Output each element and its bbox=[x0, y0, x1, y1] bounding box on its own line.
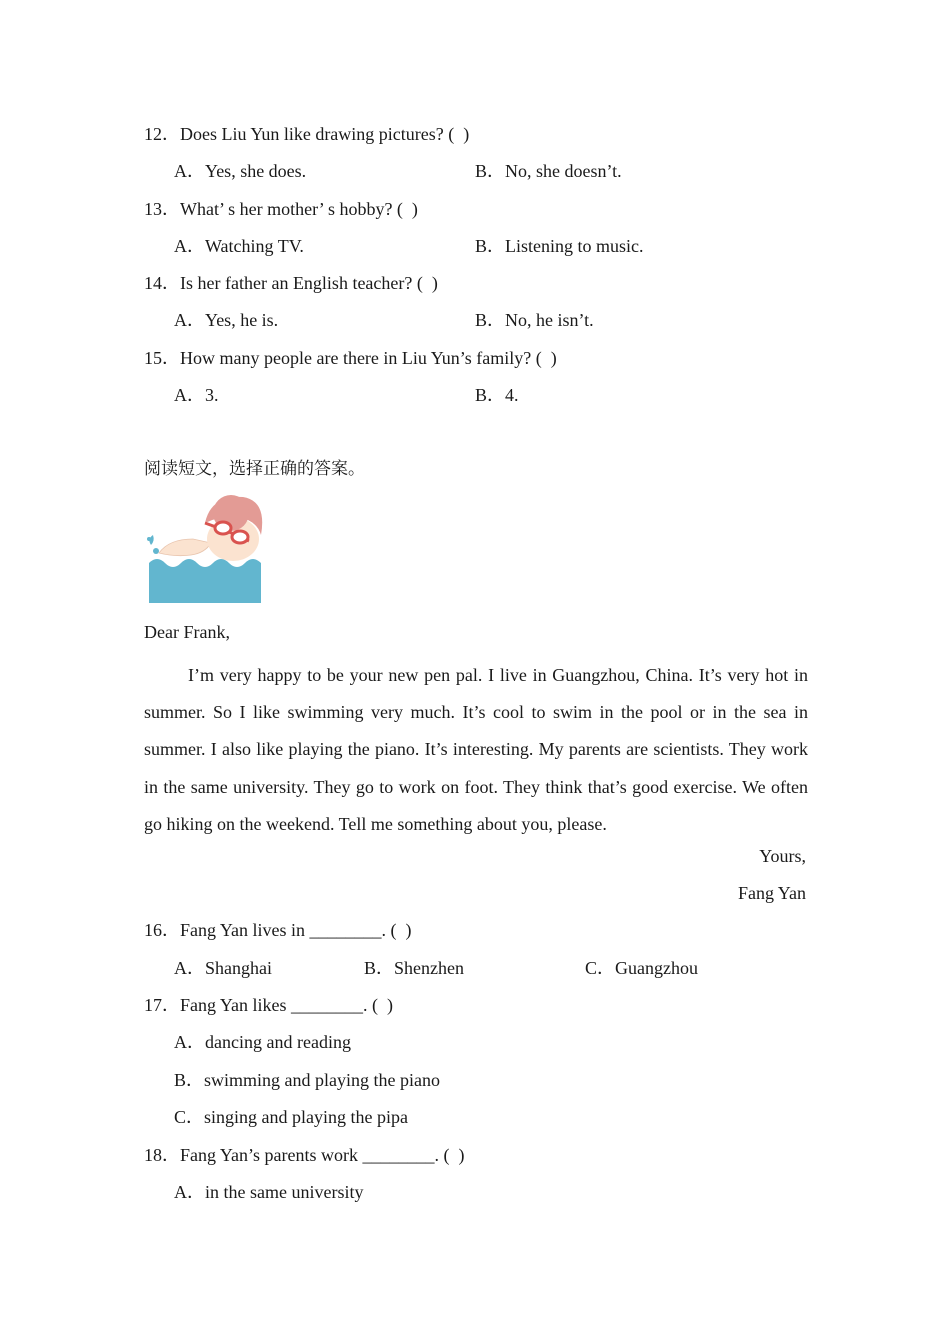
question-14 bbox=[144, 271, 438, 295]
q14-option-b: B．No, he isn’t. bbox=[475, 310, 594, 330]
question-text: Fang Yan’s parents work ________. ( ) bbox=[180, 1145, 465, 1165]
q12-option-a: A．Yes, she does. bbox=[174, 161, 307, 181]
letter-signature: Fang Yan bbox=[737, 883, 806, 903]
question-text: Is her father an English teacher? ( ) bbox=[180, 273, 438, 293]
q13-option-b: B．Listening to music. bbox=[475, 236, 644, 256]
letter-greeting: Dear Frank, bbox=[144, 622, 230, 642]
letter-closing: Yours, bbox=[759, 846, 806, 866]
question-text: Fang Yan lives in ________. ( ) bbox=[180, 920, 412, 940]
question-15 bbox=[144, 346, 557, 370]
question-number: 13． bbox=[144, 199, 180, 219]
question-13 bbox=[144, 197, 418, 221]
question-number: 15． bbox=[144, 348, 180, 368]
section-instruction: 阅读短文，选择正确的答案。 bbox=[144, 459, 365, 479]
question-text: What’ s her mother’ s hobby? ( ) bbox=[180, 199, 418, 219]
question-number: 16． bbox=[144, 920, 180, 940]
swimmer-arm bbox=[159, 539, 211, 556]
question-text: How many people are there in Liu Yun’s family? ( ) bbox=[180, 348, 557, 368]
swimmer-illustration bbox=[145, 495, 263, 607]
q18-option-a: A．in the same university bbox=[174, 1182, 364, 1202]
letter-body: I’m very happy to be your new pen pal. I live in Guangzhou, China. It’s very hot in summer. So I like swimming very much. It’s cool to swim in the pool or in the sea in summer. I also like playing the piano. It’s interesting. My parents are scientists. They work in the same university. They go to work on foot. They think that’s good exercise. We often go hiking on the weekend. Tell me something about you, please. bbox=[144, 665, 808, 834]
question-number: 17． bbox=[144, 995, 180, 1015]
q16-option-c: C．Guangzhou bbox=[585, 958, 698, 978]
q17-option-b: B．swimming and playing the piano bbox=[174, 1070, 440, 1090]
q17-option-c: C．singing and playing the pipa bbox=[174, 1107, 408, 1127]
q15-option-b: B．4. bbox=[475, 385, 519, 405]
question-18 bbox=[144, 1143, 464, 1167]
question-12 bbox=[144, 122, 469, 146]
q12-option-b: B．No, she doesn’t. bbox=[475, 161, 622, 181]
question-text: Does Liu Yun like drawing pictures? ( ) bbox=[180, 124, 470, 144]
question-text: Fang Yan likes ________. ( ) bbox=[180, 995, 394, 1015]
q16-option-b: B．Shenzhen bbox=[364, 958, 464, 978]
q16-option-a: A．Shanghai bbox=[174, 958, 272, 978]
question-number: 18． bbox=[144, 1145, 180, 1165]
question-17 bbox=[144, 993, 393, 1017]
q14-option-a: A．Yes, he is. bbox=[174, 310, 279, 330]
q15-option-a: A．3. bbox=[174, 385, 219, 405]
q13-option-a: A．Watching TV. bbox=[174, 236, 304, 256]
question-number: 14． bbox=[144, 273, 180, 293]
splash-icon bbox=[147, 535, 159, 554]
water-icon bbox=[149, 559, 261, 603]
question-16 bbox=[144, 918, 412, 942]
question-number: 12． bbox=[144, 124, 180, 144]
q17-option-a: A．dancing and reading bbox=[174, 1032, 351, 1052]
